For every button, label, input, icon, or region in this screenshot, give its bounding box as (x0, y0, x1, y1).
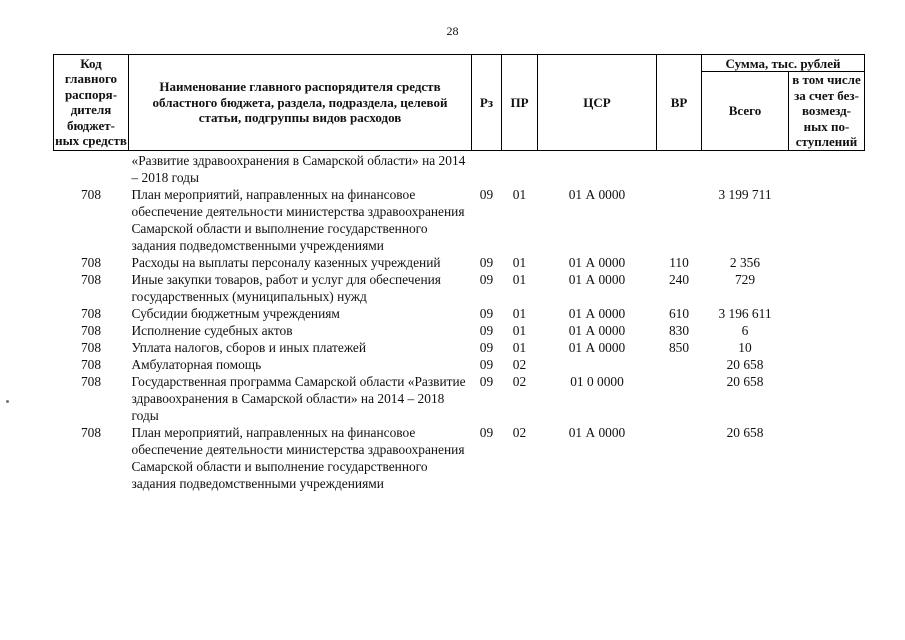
header-name: Наименование главного распорядителя средств областного бюджета, раздела, подраздела, целевой статьи, подгруппы видов расходов (129, 55, 472, 151)
cell-gratuitous (789, 150, 865, 186)
header-csr: ЦСР (538, 55, 657, 151)
cell-total: 6 (741, 322, 749, 338)
cell-gratuitous (789, 373, 865, 424)
cell-vr (657, 424, 702, 492)
cell-code: 708 (80, 339, 102, 355)
cell-pr: 02 (512, 356, 527, 372)
budget-table (53, 54, 865, 492)
cell-pr: 02 (512, 373, 527, 389)
cell-vr: 110 (669, 254, 689, 270)
table-row (54, 186, 865, 254)
cell-csr: 01 А 0000 (568, 271, 626, 287)
cell-csr (538, 356, 657, 373)
table-row (54, 150, 865, 186)
cell-name: План мероприятий, направленных на финансовое обеспечение деятельности министерства здравоохранения Самарской области и выполнение государственного задания подведомственными учреждениями (131, 186, 465, 253)
cell-pr: 01 (512, 305, 527, 321)
cell-total: 3 196 611 (718, 305, 772, 321)
cell-code: 708 (80, 424, 102, 440)
cell-csr: 01 А 0000 (568, 339, 626, 355)
cell-code: 708 (80, 356, 102, 372)
cell-total: 10 (738, 339, 752, 355)
cell-gratuitous (789, 322, 865, 339)
cell-name: Государственная программа Самарской области «Развитие здравоохранения в Самарской области» на 2014 – 2018 годы (131, 373, 466, 423)
cell-name: Уплата налогов, сборов и иных платежей (131, 339, 367, 355)
table-row (54, 356, 865, 373)
cell-gratuitous (789, 305, 865, 322)
cell-code: 708 (80, 322, 102, 338)
cell-csr: 01 0 0000 (570, 373, 624, 389)
scan-speck (6, 400, 9, 403)
table-body (54, 150, 865, 492)
header-gratuitous: в том числе за счет без-возмезд-ных по-ступлений (789, 72, 865, 151)
cell-total: 3 199 711 (718, 186, 772, 202)
cell-code: 708 (80, 373, 102, 389)
header-rz: Рз (472, 55, 502, 151)
cell-vr (657, 356, 702, 373)
cell-total: 20 658 (726, 373, 764, 389)
cell-total (702, 150, 789, 186)
cell-vr: 850 (668, 339, 690, 355)
cell-rz: 09 (479, 373, 494, 389)
cell-pr: 01 (512, 322, 527, 338)
cell-vr: 830 (668, 322, 690, 338)
cell-total: 20 658 (726, 356, 764, 372)
cell-rz: 09 (479, 271, 494, 287)
header-code: Код главного распоря-дителя бюджет-ных средств (55, 55, 127, 149)
cell-rz: 09 (479, 186, 494, 202)
cell-name: Амбулаторная помощь (131, 356, 262, 372)
table-row (54, 322, 865, 339)
cell-pr: 01 (512, 254, 527, 270)
table-row (54, 254, 865, 271)
cell-csr (538, 150, 657, 186)
cell-pr (502, 150, 538, 186)
cell-gratuitous (789, 339, 865, 356)
cell-vr (657, 373, 702, 424)
cell-gratuitous (789, 424, 865, 492)
cell-code: 708 (80, 271, 102, 287)
table-row (54, 339, 865, 356)
cell-total: 729 (734, 271, 756, 287)
table-row (54, 305, 865, 322)
table-row (54, 373, 865, 424)
cell-rz: 09 (479, 322, 494, 338)
cell-gratuitous (789, 254, 865, 271)
cell-pr: 01 (512, 339, 527, 355)
cell-name: Субсидии бюджетным учреждениям (131, 305, 340, 321)
cell-gratuitous (789, 271, 865, 305)
cell-rz: 09 (479, 424, 494, 440)
cell-csr: 01 А 0000 (568, 424, 626, 440)
cell-vr: 610 (668, 305, 690, 321)
cell-total: 20 658 (726, 424, 764, 440)
header-pr: ПР (502, 55, 538, 151)
header-total: Всего (702, 72, 789, 151)
cell-csr: 01 А 0000 (568, 186, 626, 202)
cell-rz: 09 (479, 339, 494, 355)
cell-pr: 01 (512, 271, 527, 287)
page-number: 28 (446, 24, 459, 38)
cell-pr: 01 (512, 186, 527, 202)
cell-name: План мероприятий, направленных на финансовое обеспечение деятельности министерства здравоохранения Самарской области и выполнение государственного задания подведомственными учреждениями (131, 424, 465, 491)
cell-name: Исполнение судебных актов (131, 322, 293, 338)
table-row (54, 271, 865, 305)
cell-code (54, 150, 129, 186)
cell-vr (657, 150, 702, 186)
cell-rz: 09 (479, 356, 494, 372)
cell-gratuitous (789, 356, 865, 373)
header-sum: Сумма, тыс. рублей (702, 55, 865, 72)
cell-rz: 09 (479, 254, 494, 270)
cell-name: «Развитие здравоохранения в Самарской области» на 2014 – 2018 годы (131, 152, 466, 185)
cell-csr: 01 А 0000 (568, 305, 626, 321)
cell-vr: 240 (668, 271, 690, 287)
table-header (54, 55, 865, 151)
header-vr: ВР (657, 55, 702, 151)
cell-pr: 02 (512, 424, 527, 440)
cell-rz: 09 (479, 305, 494, 321)
cell-vr (657, 186, 702, 254)
cell-code: 708 (80, 305, 102, 321)
table-row (54, 424, 865, 492)
cell-rz (472, 150, 502, 186)
cell-total: 2 356 (729, 254, 761, 270)
cell-code: 708 (80, 186, 102, 202)
cell-name: Расходы на выплаты персоналу казенных учреждений (131, 254, 441, 270)
cell-csr: 01 А 0000 (568, 322, 626, 338)
cell-code: 708 (80, 254, 102, 270)
cell-name: Иные закупки товаров, работ и услуг для обеспечения государственных (муниципальных) нужд (131, 271, 441, 304)
cell-csr: 01 А 0000 (568, 254, 626, 270)
cell-gratuitous (789, 186, 865, 254)
